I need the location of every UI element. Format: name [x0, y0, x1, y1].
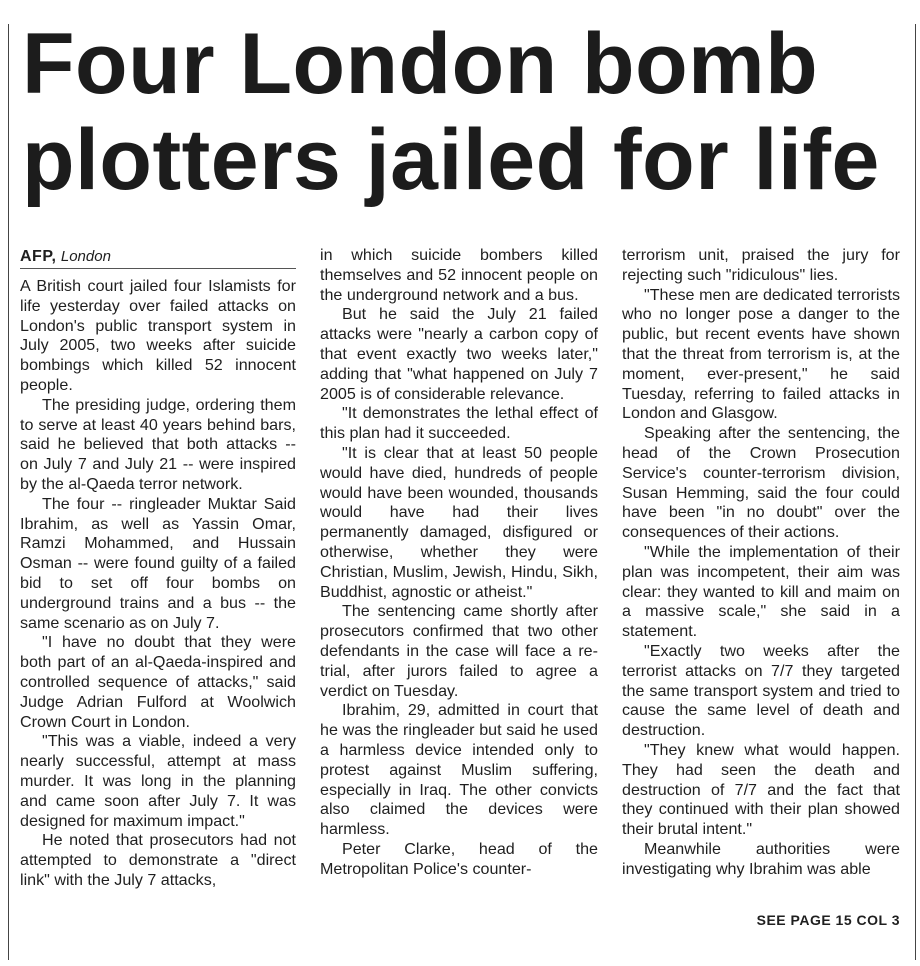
paragraph: in which suicide bombers killed themselves and 52 innocent people on the underground network and a bus. — [320, 246, 598, 304]
paragraph: "They knew what would happen. They had seen the death and destruction of 7/7 and the fact that they continued with their plan showed their brutal intent." — [622, 740, 900, 839]
paragraph: terrorism unit, praised the jury for rejecting such "ridiculous" lies. — [622, 246, 900, 284]
byline-agency: AFP, — [20, 248, 57, 265]
paragraph: But he said the July 21 failed attacks were "nearly a carbon copy of that event exactly two weeks later," adding that "what happened on July 7 2005 is of considerable relevance. — [320, 305, 598, 403]
paragraph: "While the implementation of their plan was incompetent, their aim was clear: they wanted to kill and maim on a massive scale," she said in a statement. — [622, 542, 900, 641]
continued-jump-line: SEE PAGE 15 COL 3 — [756, 912, 900, 928]
byline — [20, 244, 296, 269]
headline: Four London bomb plotters jailed for life — [22, 16, 880, 208]
paragraph: "These men are dedicated terrorists who no longer pose a danger to the public, but recent events have shown that the threat from terrorism is, at the moment, ever-present," he said Tuesday, referring to failed attacks in London and Glasgow. — [622, 285, 900, 423]
paragraph: Peter Clarke, head of the Metropolitan Police's counter- — [320, 839, 598, 878]
paragraph: The sentencing came shortly after prosecutors confirmed that two other defendants in the case will face a re-trial, after jurors failed to agree a verdict on Tuesday. — [320, 602, 598, 700]
paragraph: He noted that prosecutors had not attempted to demonstrate a "direct link" with the July 7 attacks, — [20, 831, 296, 889]
article-column-2 — [320, 246, 598, 880]
paragraph: "Exactly two weeks after the terrorist attacks on 7/7 they targeted the same transport system and tried to cause the same level of death and destruction. — [622, 641, 900, 740]
article-column-3 — [622, 246, 900, 880]
left-column-rule — [8, 24, 9, 960]
article-column-1 — [20, 244, 296, 891]
paragraph: "This was a viable, indeed a very nearly successful, attempt at mass murder. It was long in the planning and came soon after July 7. It was designed for maximum impact." — [20, 732, 296, 830]
paragraph: Ibrahim, 29, admitted in court that he was the ringleader but said he used a harmless device intended only to protest against Muslim suffering, especially in Iraq. The other convicts also claimed the devices were harmless. — [320, 701, 598, 839]
paragraph: A British court jailed four Islamists for life yesterday over failed attacks on London's public transport system in July 2005, two weeks after suicide bombings which killed 52 innocent people. — [20, 277, 296, 394]
paragraph: The presiding judge, ordering them to serve at least 40 years behind bars, said he believed that both attacks -- on July 7 and July 21 -- were inspired by the al-Qaeda terror network. — [20, 395, 296, 493]
right-column-rule — [915, 24, 916, 960]
byline-location: London — [60, 248, 111, 265]
paragraph: "It demonstrates the lethal effect of this plan had it succeeded. — [320, 404, 598, 443]
paragraph: Meanwhile authorities were investigating why Ibrahim was able — [622, 839, 900, 878]
paragraph: "I have no doubt that they were both part of an al-Qaeda-inspired and controlled sequence of attacks," said Judge Adrian Fulford at Woolwich Crown Court in London. — [20, 633, 296, 731]
paragraph: "It is clear that at least 50 people would have died, hundreds of people would have been wounded, thousands would have had their lives permanently damaged, disfigured or otherwise, whether they were Christian, Muslim, Jewish, Hindu, Sikh, Buddhist, agnostic or atheist." — [320, 443, 598, 601]
paragraph: The four -- ringleader Muktar Said Ibrahim, as well as Yassin Omar, Ramzi Mohammed, and Hussain Osman -- were found guilty of a failed bid to set off four bombs on underground trains and a bus -- the same scenario as on July 7. — [20, 494, 296, 632]
paragraph: Speaking after the sentencing, the head of the Crown Prosecution Service's counter-terrorism division, Susan Hemming, said the four could have been "in no doubt" over the consequences of their actions. — [622, 424, 900, 542]
